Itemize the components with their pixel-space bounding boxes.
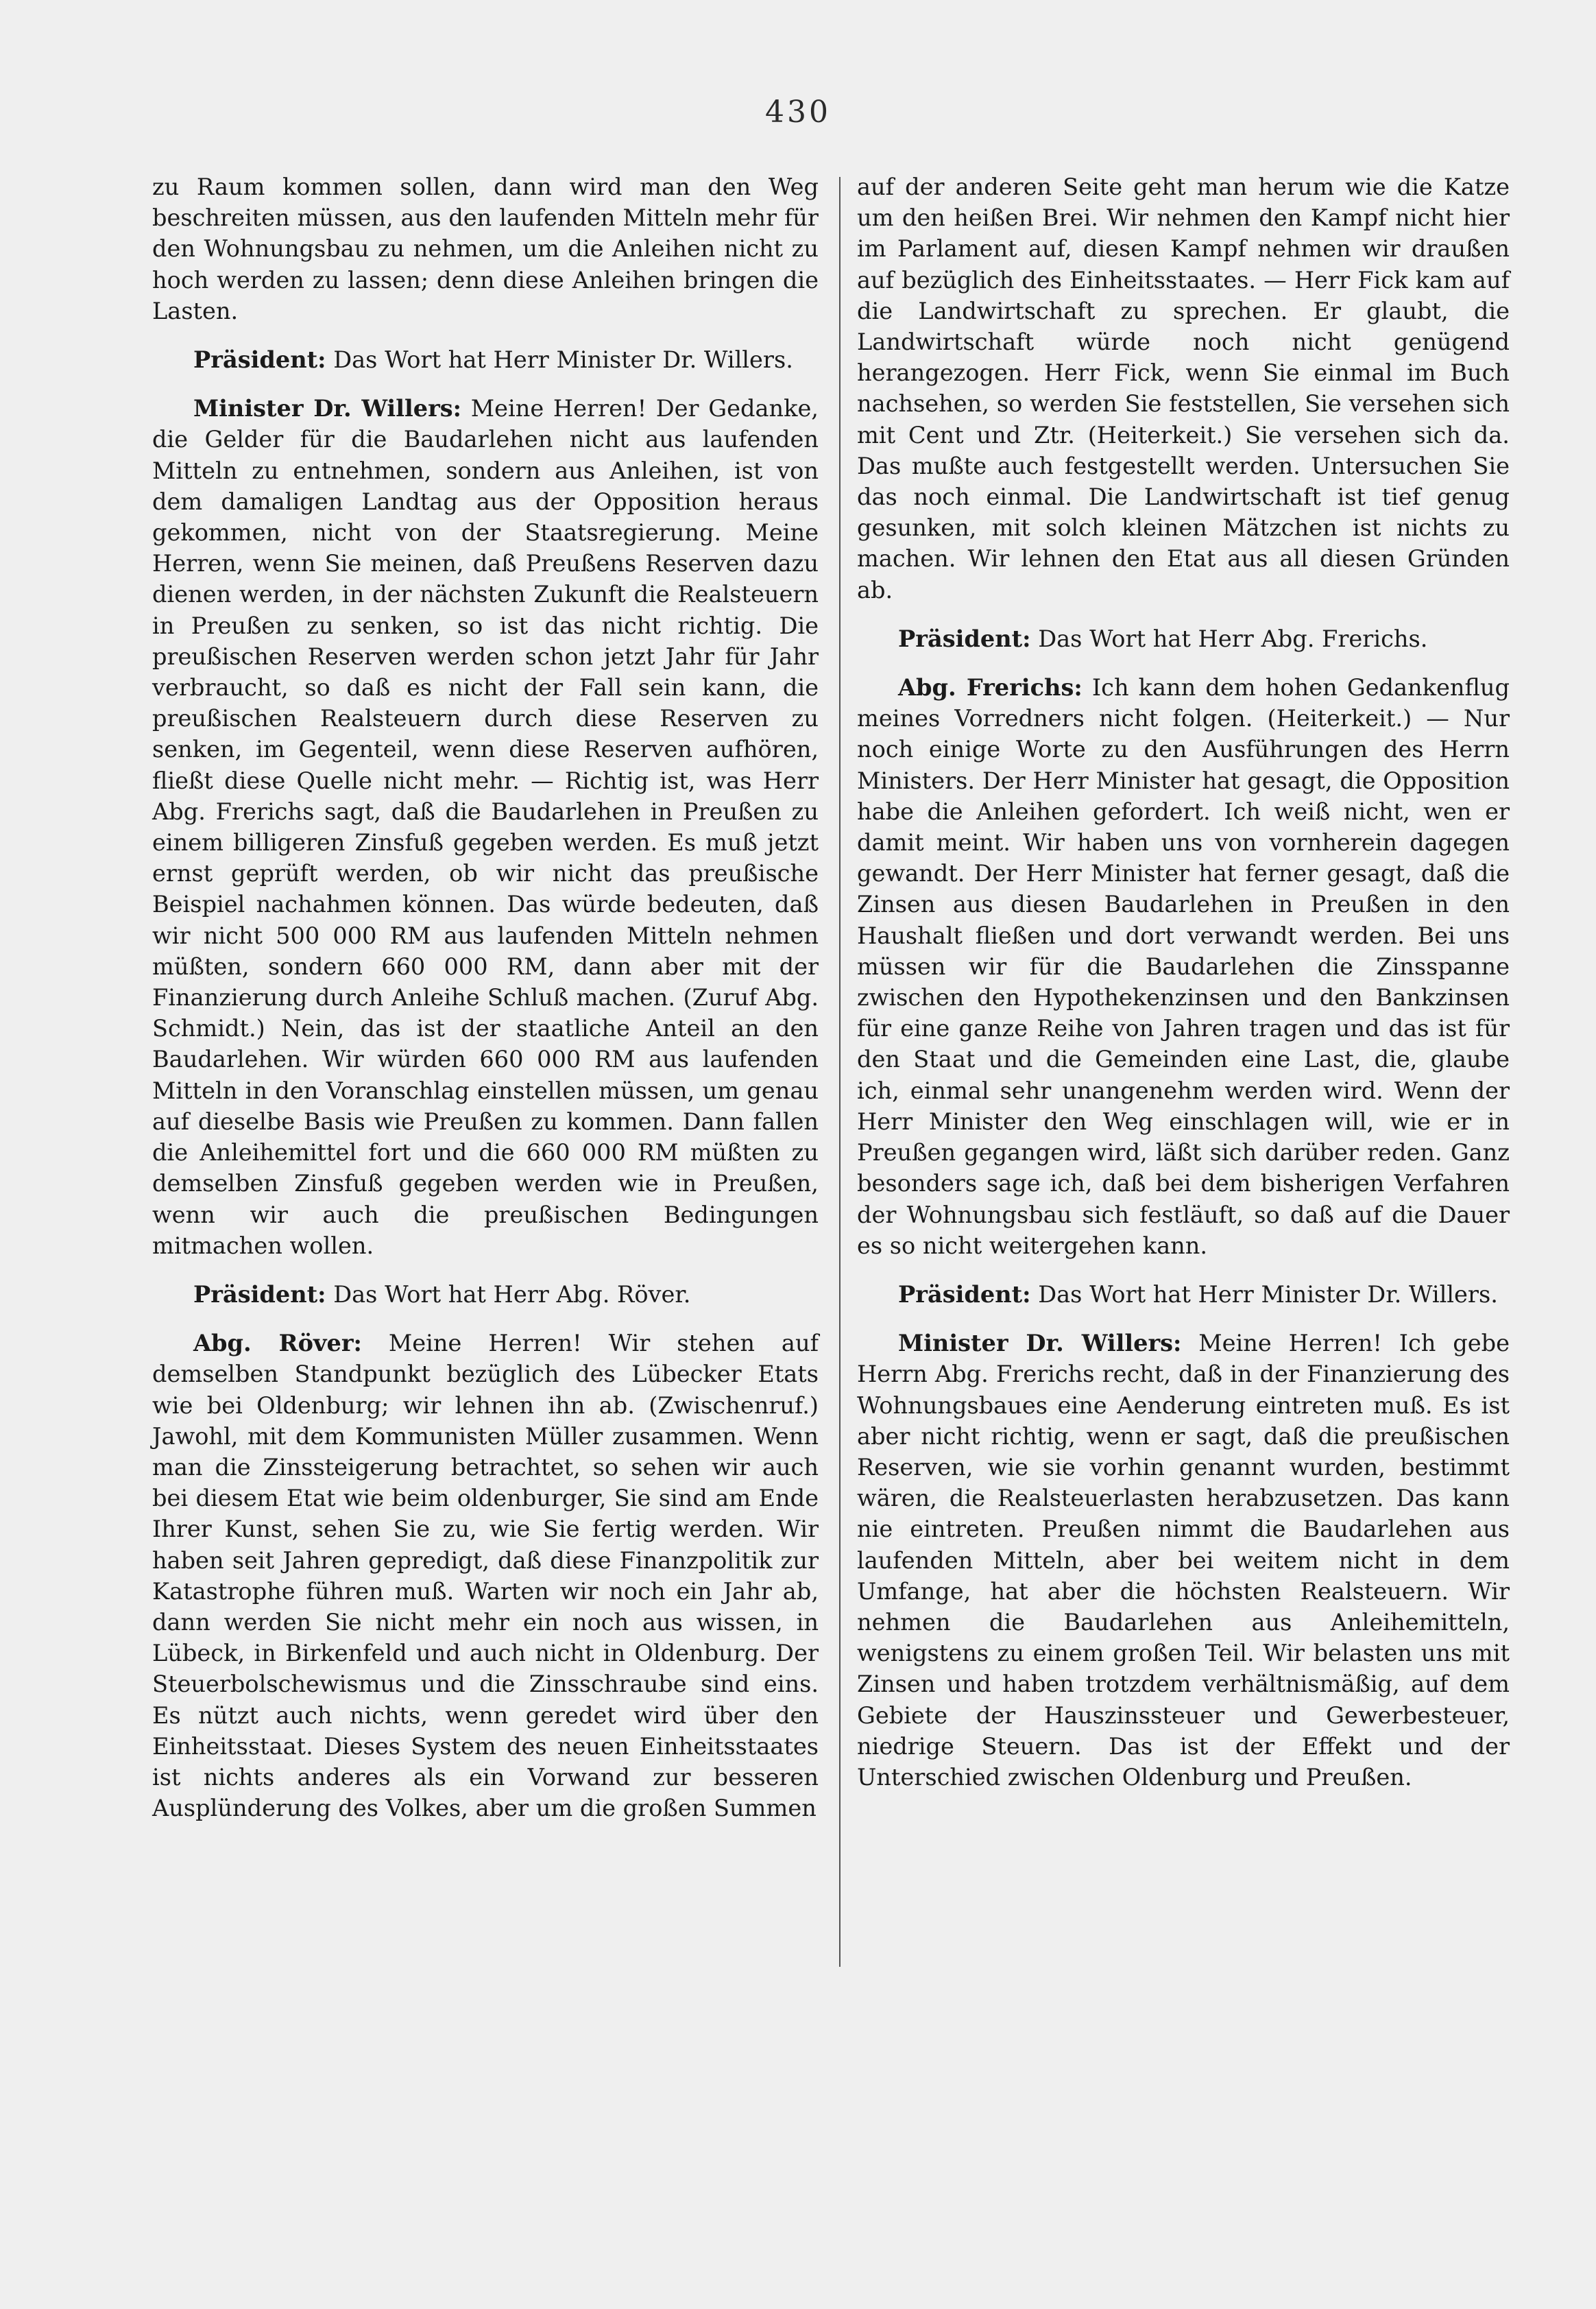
paragraph-text: Das Wort hat Herr Abg. Frerichs.	[1038, 625, 1428, 652]
paragraph-text: zu Raum kommen sollen, dann wird man den Weg beschreiten müssen, aus den laufenden Mitteln mehr für den Wohnungsbau zu nehmen, um die Anleihen nicht zu hoch werden zu lassen; denn diese Anleihen bringen die Lasten.	[152, 174, 819, 324]
left-column	[152, 171, 819, 1823]
text-columns	[152, 171, 1510, 2023]
paragraph-text: Meine Herren! Der Gedanke, die Gelder für die Baudarlehen nicht aus laufenden Mitteln zu entnehmen, sondern aus Anleihen, ist von dem damaligen Landtag aus der Opposition heraus gekommen, nicht von der Staatsregierung. Meine Herren, wenn Sie meinen, daß Preußens Reserven dazu dienen werden, in der nächsten Zukunft die Realsteuern in Preußen zu senken, so ist das nicht richtig. Die preußischen Reserven werden schon jetzt Jahr für Jahr verbraucht, so daß es nicht der Fall sein kann, die preußischen Realsteuern durch diese Reserven zu senken, im Gegenteil, wenn diese Reserven aufhören, fließt diese Quelle nicht mehr. — Richtig ist, was Herr Abg. Frerichs sagt, daß die Baudarlehen in Preußen zu einem billigeren Zinsfuß gegeben werden. Es muß jetzt ernst geprüft werden, ob wir nicht das preußische Beispiel nachahmen können. Das würde bedeuten, daß wir nicht 500 000 RM aus laufenden Mitteln nehmen müßten, sondern 660 000 RM, dann aber mit der Finanzierung durch Anleihe Schluß machen. (Zuruf Abg. Schmidt.) Nein, das ist der staatliche Anteil an den Baudarlehen. Wir würden 660 000 RM aus laufenden Mitteln in den Voranschlag einstellen müssen, um genau auf dieselbe Basis wie Preußen zu kommen. Dann fallen die Anleihemittel fort und die 660 000 RM müßten zu demselben Zinsfuß gegeben werden wie in Preußen, wenn wir auch die preußischen Bedingungen mitmachen wollen.	[152, 395, 819, 1259]
paragraph-text: Das Wort hat Herr Minister Dr. Willers.	[333, 346, 793, 374]
paragraph	[857, 1279, 1510, 1310]
paragraph-text: auf der anderen Seite geht man herum wie die Katze um den heißen Brei. Wir nehmen den Kampf nicht hier im Parlament auf, diesen Kampf nehmen wir draußen auf bezüglich des Einheitsstaates. — Herr Fick kam auf die Landwirtschaft zu sprechen. Er glaubt, die Landwirtschaft würde noch nicht genügend herangezogen. Herr Fick, wenn Sie einmal im Buch nachsehen, so werden Sie feststellen, Sie versehen sich mit Cent und Ztr. (Heiterkeit.) Sie versehen sich da. Das mußte auch festgestellt werden. Untersuchen Sie das noch einmal. Die Landwirtschaft ist tief genug gesunken, mit solch kleinen Mätzchen ist nichts zu machen. Wir lehnen den Etat aus all diesen Gründen ab.	[857, 174, 1510, 603]
right-column	[857, 171, 1510, 1793]
speaker-label: Abg. Frerichs:	[898, 673, 1083, 702]
speaker-label: Präsident:	[193, 1280, 326, 1308]
paragraph-text: Das Wort hat Herr Minister Dr. Willers.	[1038, 1280, 1498, 1308]
speaker-label: Abg. Röver:	[193, 1329, 362, 1357]
speaker-label: Präsident:	[898, 624, 1031, 652]
column-divider	[839, 177, 841, 1967]
paragraph	[152, 393, 819, 1261]
paragraph-text: Meine Herren! Ich gebe Herrn Abg. Frerichs recht, daß in der Finanzierung des Wohnungsbaues eine Aenderung eintreten muß. Es ist aber nicht richtig, wenn er sagt, daß die preußischen Reserven, wie sie vorhin genannt wurden, bestimmt wären, die Realsteuerlasten herabzusetzen. Das kann nie eintreten. Preußen nimmt die Baudarlehen aus laufenden Mitteln, aber bei weitem nicht in dem Umfange, hat aber die höchsten Realsteuern. Wir nehmen die Baudarlehen aus Anleihemitteln, wenigstens zu einem großen Teil. Wir belasten uns mit Zinsen und haben trotzdem verhältnismäßig, auf dem Gebiete der Hauszinssteuer und Gewerbesteuer, niedrige Steuern. Das ist der Effekt und der Unterschied zwischen Oldenburg und Preußen.	[857, 1330, 1510, 1791]
page-number: 430	[765, 95, 831, 130]
paragraph-text: Ich kann dem hohen Gedankenflug meines Vorredners nicht folgen. (Heiterkeit.) — Nur noch einige Worte zu den Ausführungen des Herrn Ministers. Der Herr Minister hat gesagt, die Opposition habe die Anleihen gefordert. Ich weiß nicht, wen er damit meint. Wir haben uns von vornherein dagegen gewandt. Der Herr Minister hat ferner gesagt, daß die Zinsen aus diesen Baudarlehen in Preußen in den Haushalt fließen und dort verwandt werden. Bei uns müssen wir für die Baudarlehen die Zinsspanne zwischen den Hypothekenzinsen und den Bankzinsen für eine ganze Reihe von Jahren tragen und das ist für den Staat und die Gemeinden eine Last, die, glaube ich, einmal sehr unangenehm werden wird. Wenn der Herr Minister den Weg einschlagen will, wie er in Preußen gegangen wird, läßt sich darüber reden. Ganz besonders sage ich, daß bei dem bisherigen Verfahren der Wohnungsbau sich festläuft, so daß auf die Dauer es so nicht weitergehen kann.	[857, 674, 1510, 1259]
speaker-label: Präsident:	[193, 346, 326, 374]
paragraph	[152, 1279, 819, 1310]
speaker-label: Präsident:	[898, 1280, 1031, 1308]
paragraph-text: Das Wort hat Herr Abg. Röver.	[333, 1280, 691, 1308]
paragraph	[857, 171, 1510, 606]
speaker-label: Minister Dr. Willers:	[898, 1329, 1182, 1357]
paragraph-text: Meine Herren! Wir stehen auf demselben Standpunkt bezüglich des Lübecker Etats wie bei Oldenburg; wir lehnen ihn ab. (Zwischenruf.) Jawohl, mit dem Kommunisten Müller zusammen. Wenn man die Zinssteigerung betrachtet, so sehen wir auch bei diesem Etat wie beim oldenburger, Sie sind am Ende Ihrer Kunst, sehen Sie zu, wie Sie fertig werden. Wir haben seit Jahren gepredigt, daß diese Finanzpolitik zur Katastrophe führen muß. Warten wir noch ein Jahr ab, dann werden Sie nicht mehr ein noch aus wissen, in Lübeck, in Birkenfeld und auch nicht in Oldenburg. Der Steuerbolschewismus und die Zinsschraube sind eins. Es nützt auch nichts, wenn geredet wird über den Einheitsstaat. Dieses System des neuen Einheitsstaates ist nichts anderes als ein Vorwand zur besseren Ausplünderung des Volkes, aber um die großen Summen	[152, 1330, 819, 1822]
paragraph	[152, 344, 819, 375]
speaker-label: Minister Dr. Willers:	[193, 394, 462, 422]
paragraph	[152, 171, 819, 326]
paragraph	[152, 1328, 819, 1823]
paragraph	[857, 1328, 1510, 1793]
paragraph	[857, 672, 1510, 1261]
paragraph	[857, 623, 1510, 654]
